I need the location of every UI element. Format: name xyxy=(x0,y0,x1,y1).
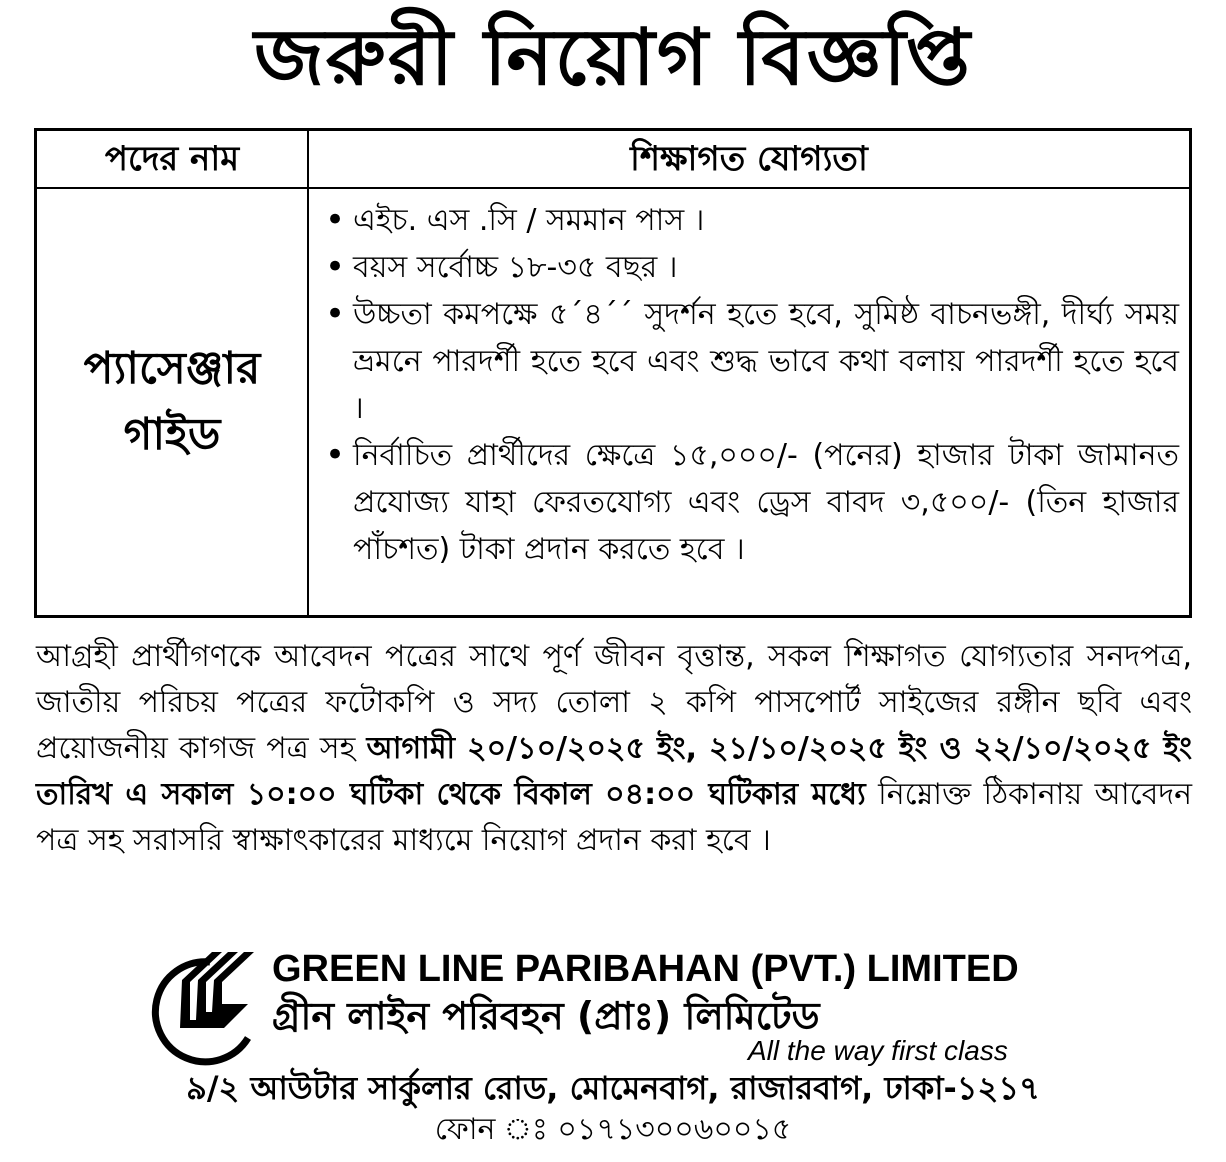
notice-title: জরুরী নিয়োগ বিজ্ঞপ্তি xyxy=(254,13,972,103)
company-tagline: All the way first class xyxy=(748,1035,1008,1066)
qualification-item: • উচ্চতা কমপক্ষে ৫´৪´´ সুদর্শন হতে হবে, সুমিষ্ঠ বাচনভঙ্গী, দীর্ঘ্য সময় ভ্রমনে পারদর্শী হতে হবে এবং শুদ্ধ ভাবে কথা বলায় পারদর্শী হতে হবে । xyxy=(319,291,1179,432)
qualification-item: • নির্বাচিত প্রার্থীদের ক্ষেত্রে ১৫,০০০/- (পনের) হাজার টাকা জামানত প্রযোজ্য যাহা ফেরতযোগ্য এবং ড্রেস বাবদ ৩,৫০০/- (তিন হাজার পাঁচশত) টাকা প্রদান করতে হবে । xyxy=(319,432,1179,573)
green-line-logo-icon xyxy=(140,950,258,1068)
qualification-item: • এইচ. এস .সি / সমমান পাস । xyxy=(319,197,1179,244)
instructions-dates-bold: আগামী ২০/১০/২০২৫ ইং, ২১/১০/২০২৫ ইং ও ২২/১০/২০২৫ ইং তারিখ এ সকাল ১০:০০ ঘটিকা থেকে বিকাল ০৪:০০ ঘটিকার মধ্যে xyxy=(36,731,1192,812)
qualification-list xyxy=(319,197,1179,613)
company-name-bangla: গ্রীন লাইন পরিবহন (প্রাঃ) লিমিটেড xyxy=(272,994,820,1038)
company-address: ৯/২ আউটার সার্কুলার রোড, মোমেনবাগ, রাজারবাগ, ঢাকা-১২১৭ xyxy=(186,1069,1040,1107)
instructions-part3: নিম্নোক্ত ঠিকানায় আবেদন পত্র সহ সরাসরি স্বাক্ষাৎকারের মাধ্যমে নিয়োগ প্রদান করা হবে । xyxy=(36,777,1192,858)
table-header-post: পদের নাম xyxy=(104,139,240,179)
post-name-line1: প্যাসেঞ্জার xyxy=(83,343,261,394)
company-logo xyxy=(140,950,258,1068)
qualification-item: • বয়স সর্বোচ্চ ১৮-৩৫ বছর । xyxy=(319,244,1179,291)
post-name-cell xyxy=(37,189,307,615)
company-phone: ফোন ঃ ০১৭১৩০০৬০০১৫ xyxy=(434,1112,792,1147)
job-table xyxy=(34,128,1192,618)
table-column-divider xyxy=(307,131,309,615)
application-instructions xyxy=(36,634,1192,864)
post-name-line2: গাইড xyxy=(123,409,221,460)
table-header-qualification: শিক্ষাগত যোগ্যতা xyxy=(630,139,868,179)
instructions-part1: আগ্রহী প্রার্থীগণকে আবেদন পত্রের সাথে পূর্ণ জীবন বৃত্তান্ত, সকল শিক্ষাগত যোগ্যতার সনদপত্র, জাতীয় পরিচয় পত্রের ফটোকপি ও সদ্য তোলা ২ কপি পাসপোর্ট সাইজের রঙ্গীন ছবি এবং প্রয়োজনীয় কাগজ পত্র সহ xyxy=(36,639,1192,766)
company-name-english: GREEN LINE PARIBAHAN (PVT.) LIMITED xyxy=(272,948,1019,990)
